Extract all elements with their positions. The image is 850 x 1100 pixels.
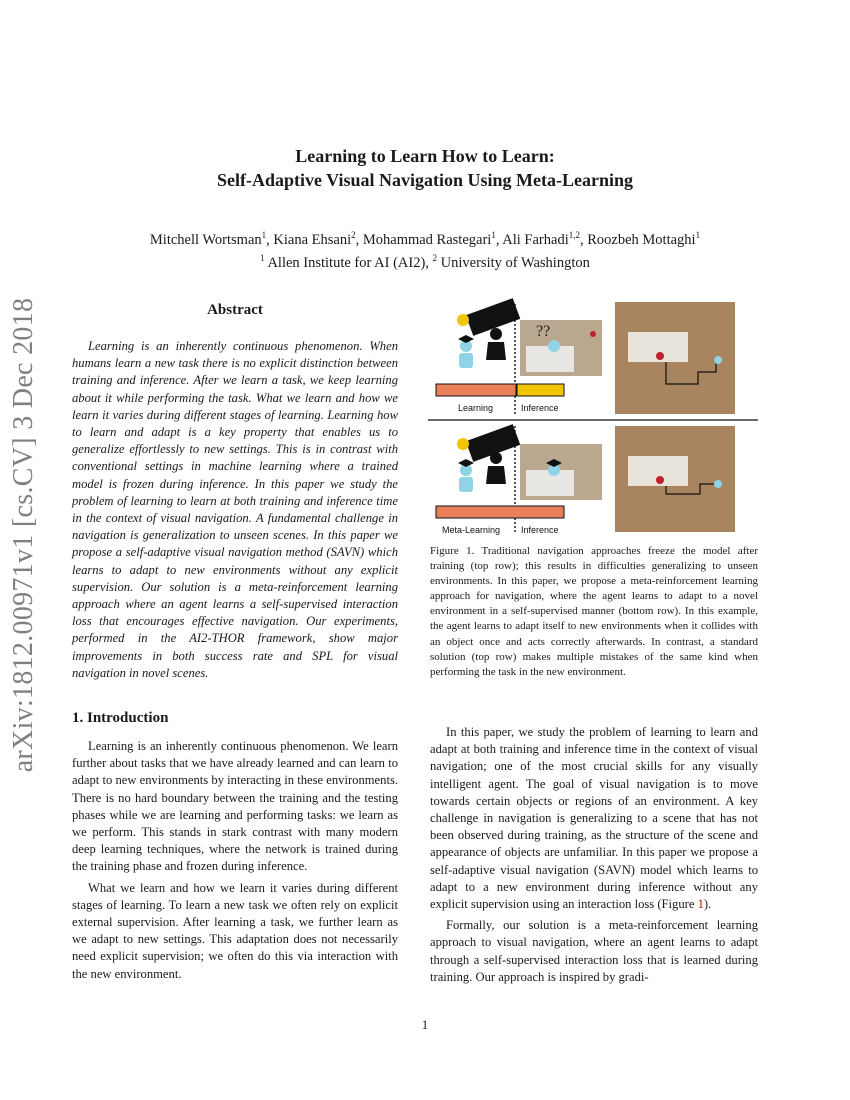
label-meta-learning: Meta-Learning — [442, 525, 501, 535]
figure-1-caption: Figure 1. Traditional navigation approaches freeze the model after training (top row); this results in difficulties generalizing to unseen environments. In this paper, we propose a meta-reinforcement learning approach for navigation, where the agent learns to adapt to a novel environment in a self-supervised manner (bottom row). In this example, the agent learns to adapt itself to new environments when it collides with an object once and acts correctly afterwards. In contrast, a standard solution (top row) makes multiple mistakes of the same kind when performing the task in the new environment. — [430, 545, 758, 678]
author-list: Mitchell Wortsman$^1$, Kiana Ehsani$^2$, Mohammad Rastegari$^1$, Ali Farhadi$^{1,2}$, Roozbeh Mottaghi$^1$ — [149, 230, 701, 248]
right-paragraph: Formally, our solution is a meta-reinforcement learning approach to visual navigation, where an agent learns to adapt through a self-supervised interaction loss that is learned during training. Our approach is inspired by gradi- — [430, 918, 758, 984]
author-name: Kiana Ehsani — [273, 231, 352, 248]
student-body-icon — [459, 477, 473, 492]
right-paragraph — [430, 724, 758, 913]
graduation-cap-icon — [458, 335, 474, 343]
author-name: Ali Farhadi — [502, 231, 569, 248]
affiliation-name: University of Washington — [440, 254, 590, 271]
figure-reference-link[interactable]: 1 — [697, 897, 704, 912]
abstract-text: Learning is an inherently continuous phenomenon. When humans learn a new task there is no explicit distinction between training and inference. After we learn a task, we keep learning about it while performing the task. What we learn and how we learn it varies during different stages of learning. Learning how to learn and adapt is a key property that enables us to generalize effortlessly to new settings. This is in contrast with conventional settings in machine learning where a trained model is frozen during inference. In this paper we study the problem of learning to learn at both training and inference time in the context of visual navigation. A fundamental challenge in navigation is generalization to unseen scenes. In this paper we propose a self-adaptive visual navigation method (SAVN) which learns to adapt to new environments without any explicit supervision. Our solution is a meta-reinforcement learning approach where an agent learns a self-supervised interaction loss that encourages effective navigation. Our experiments, performed in the AI2-THOR framework, show major improvements in both success rate and SPL for visual navigation in novel scenes. — [72, 339, 398, 680]
teacher-head-icon — [490, 452, 502, 464]
graduation-cap-icon — [458, 459, 474, 467]
inference-bar — [517, 384, 564, 396]
teacher-head-icon — [490, 328, 502, 340]
author-name: Mitchell Wortsman — [149, 231, 262, 248]
question-mark-icon: ?? — [536, 323, 551, 340]
author-block — [0, 226, 850, 272]
affiliation-mark: 2 — [432, 252, 438, 263]
label-learning: Learning — [458, 403, 494, 413]
map-target-pin-icon — [656, 352, 664, 360]
lightbulb-icon — [457, 314, 469, 326]
introduction-heading: 1. Introduction — [72, 710, 169, 726]
figure-1 — [428, 298, 758, 538]
page-number: 1 — [421, 1017, 429, 1032]
author-affiliation-mark: 1 — [261, 230, 267, 240]
affiliation-list: $^1$ Allen Institute for AI (AI2), $^2$ University of Washington — [260, 252, 590, 271]
map-robot-icon — [714, 480, 722, 488]
teacher-body-icon — [486, 342, 506, 360]
paragraph-text: In this paper, we study the problem of learning to learn and adapt at both training and inference time in the context of visual navigation; one of the most crucial skills for any visually intelligent agent. The goal of visual navigation is to move towards certain objects or regions of an environment. A key challenge in navigation is generalizing to a scene that has not been observed during training, as the structure of the scene and appearance of objects are unfamiliar. In this paper we propose a self-adaptive visual navigation (SAVN) model which learns to adapt to a new environment during inference without any explicit supervision using an interaction loss (Figure — [430, 725, 758, 912]
affiliation-name: Allen Institute for AI (AI2) — [267, 254, 426, 271]
author-name: Mohammad Rastegari — [362, 231, 492, 248]
introduction-body — [72, 738, 398, 983]
top-learning-panel — [457, 298, 520, 368]
affiliation-mark: 1 — [260, 252, 265, 263]
intro-paragraph: What we learn and how we learn it varies during different stages of learning. To learn a new task we often rely on explicit external supervision. After learning a task, we further learn as we adapt to new settings. This adaptation does not necessarily need explicit supervision; we often do this via interaction with the new environment. — [72, 880, 398, 981]
paper-title — [0, 144, 850, 192]
intro-paragraph: Learning is an inherently continuous phenomenon. We learn further about tasks that we have already learned and can learn to adapt to new environments by interacting in these environments. There is no hard boundary between the training and the testing phases while we are learning and performing tasks: we learn as we perform. This stands in stark contrast with many modern deep learning techniques, where the network is trained during the training phase and frozen during inference. — [72, 739, 398, 874]
title-line-1: Learning to Learn How to Learn: — [295, 146, 555, 166]
map-robot-icon — [714, 356, 722, 364]
lightbulb-icon — [457, 438, 469, 450]
student-body-icon — [459, 353, 473, 368]
bottom-learning-panel — [457, 424, 520, 492]
learning-bar — [436, 384, 516, 396]
map-target-pin-icon — [656, 476, 664, 484]
paragraph-text-end: ). — [703, 897, 712, 912]
right-column-body — [430, 724, 758, 986]
author-affiliation-mark: 1 — [695, 230, 701, 240]
meta-learning-bar — [436, 506, 564, 518]
author-affiliation-mark: 1 — [491, 230, 496, 240]
author-affiliation-mark: 2 — [351, 230, 356, 240]
teacher-body-icon — [486, 466, 506, 484]
title-line-2: Self-Adaptive Visual Navigation Using Meta-Learning — [216, 170, 633, 190]
author-name: Roozbeh Mottaghi — [587, 231, 696, 248]
label-inference-bottom: Inference — [521, 525, 559, 535]
author-affiliation-mark: 1,2 — [568, 230, 580, 240]
label-inference: Inference — [521, 403, 559, 413]
robot-icon — [548, 340, 560, 352]
target-pin-icon — [590, 331, 596, 337]
abstract-heading: Abstract — [207, 302, 263, 318]
arxiv-stamp: arXiv:1812.00971v1 [cs.CV] 3 Dec 2018 — [8, 297, 39, 773]
